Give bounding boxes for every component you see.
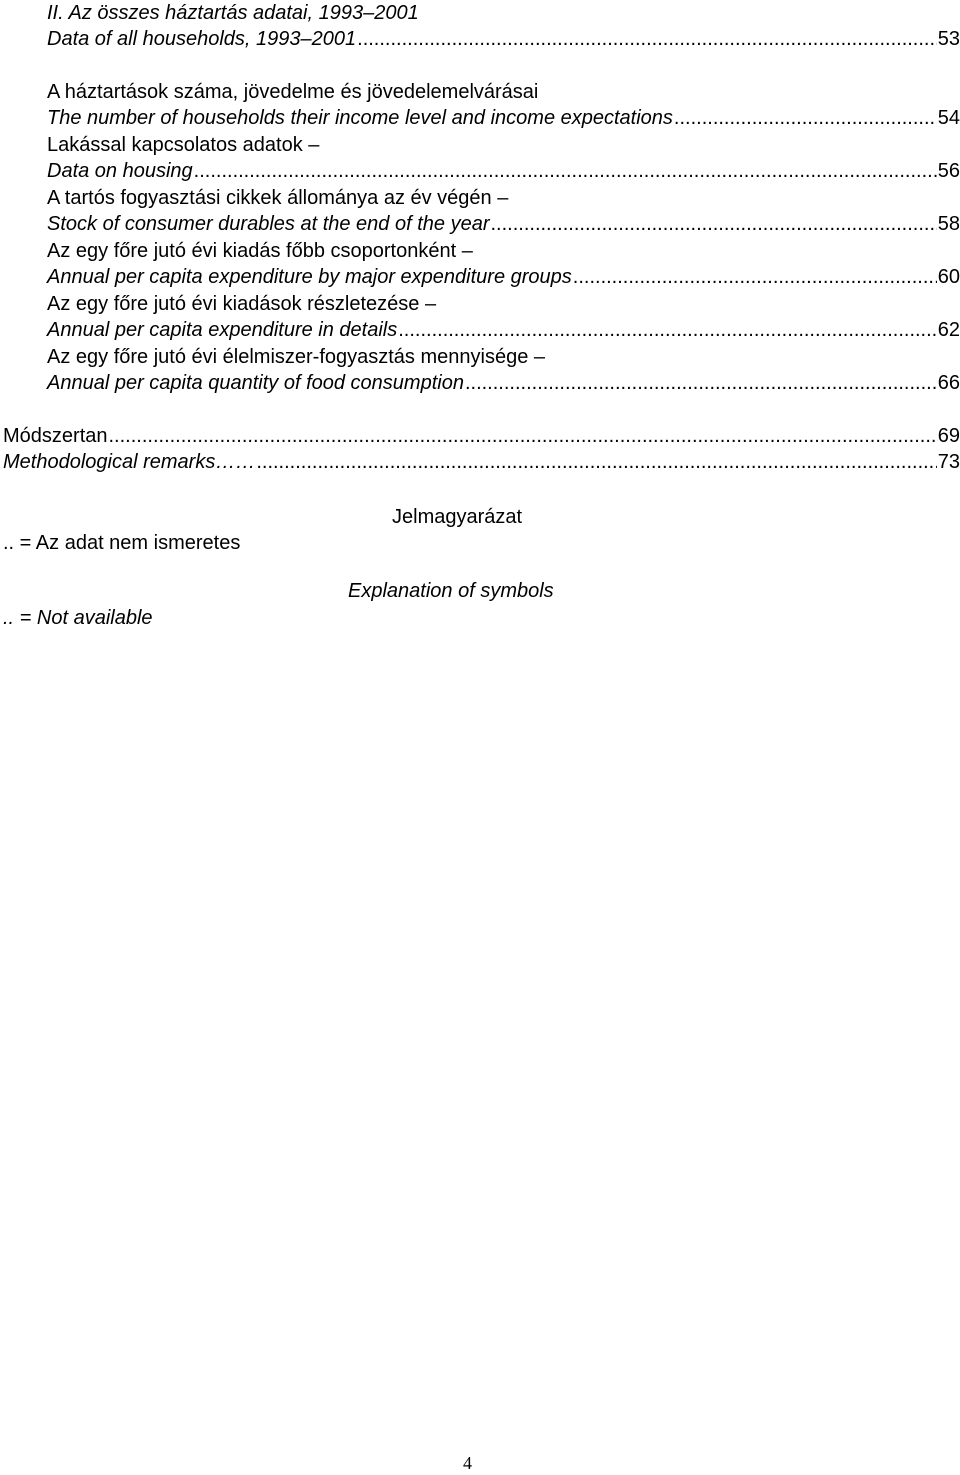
dot-leader bbox=[256, 449, 936, 476]
page-number: 58 bbox=[937, 213, 960, 235]
dot-leader bbox=[465, 370, 937, 397]
toc-title-en: Annual per capita quantity of food consumption bbox=[47, 372, 464, 394]
dot-leader bbox=[398, 317, 937, 344]
legend-symbol-hu: .. = Az adat nem ismeretes bbox=[3, 532, 241, 554]
toc-title-en: Annual per capita expenditure by major expenditure groups bbox=[47, 266, 572, 288]
page-number: 62 bbox=[937, 319, 960, 341]
dot-leader bbox=[674, 105, 937, 132]
dot-leader bbox=[194, 158, 937, 185]
toc-entry[interactable] bbox=[47, 211, 960, 238]
page-number: 60 bbox=[937, 266, 960, 288]
page-number: 66 bbox=[937, 372, 960, 394]
toc-title-hu: A tartós fogyasztási cikkek állománya az év végén – bbox=[47, 187, 509, 209]
methodology-label-en: Methodological remarks…… bbox=[3, 451, 256, 473]
toc-entry-methodology-hu[interactable] bbox=[3, 423, 960, 450]
toc-title-en: Annual per capita expenditure in details bbox=[47, 319, 398, 341]
page-number: 69 bbox=[937, 425, 960, 447]
dot-leader bbox=[357, 26, 937, 53]
toc-title-en: Stock of consumer durables at the end of the year bbox=[47, 213, 490, 235]
footer-page-number: 4 bbox=[463, 1453, 472, 1473]
toc-entry-section-ii[interactable] bbox=[47, 26, 960, 53]
toc-entry[interactable] bbox=[47, 105, 960, 132]
toc-title-en: The number of households their income level and income expectations bbox=[47, 107, 673, 129]
dot-leader bbox=[109, 423, 937, 450]
section-ii-title-hu: II. Az összes háztartás adatai, 1993–2001 bbox=[47, 2, 419, 24]
legend-heading-hu: Jelmagyarázat bbox=[392, 506, 523, 528]
page-number: 73 bbox=[937, 451, 960, 473]
toc-title-hu: Az egy főre jutó évi kiadás főbb csoportonként – bbox=[47, 240, 473, 262]
toc-title-hu: Az egy főre jutó évi élelmiszer-fogyasztás mennyisége – bbox=[47, 346, 546, 368]
toc-entry[interactable] bbox=[47, 264, 960, 291]
page-number: 56 bbox=[937, 160, 960, 182]
legend-heading-en: Explanation of symbols bbox=[348, 580, 554, 602]
dot-leader bbox=[573, 264, 937, 291]
toc-entry-methodology-en[interactable] bbox=[3, 449, 960, 476]
toc-title-hu: Lakással kapcsolatos adatok – bbox=[47, 134, 320, 156]
toc-title-hu: A háztartások száma, jövedelme és jövedelemelvárásai bbox=[47, 81, 539, 103]
toc-title-en: Data on housing bbox=[47, 160, 193, 182]
toc-entry[interactable] bbox=[47, 158, 960, 185]
toc-entry[interactable] bbox=[47, 317, 960, 344]
section-ii-title-en: Data of all households, 1993–2001 bbox=[47, 28, 357, 50]
page-number: 54 bbox=[937, 107, 960, 129]
toc-entry[interactable] bbox=[47, 370, 960, 397]
dot-leader bbox=[490, 211, 936, 238]
page-number: 53 bbox=[937, 28, 960, 50]
legend-symbol-en: .. = Not available bbox=[3, 607, 153, 629]
toc-title-hu: Az egy főre jutó évi kiadások részletezése – bbox=[47, 293, 437, 315]
methodology-label-hu: Módszertan bbox=[3, 425, 108, 447]
